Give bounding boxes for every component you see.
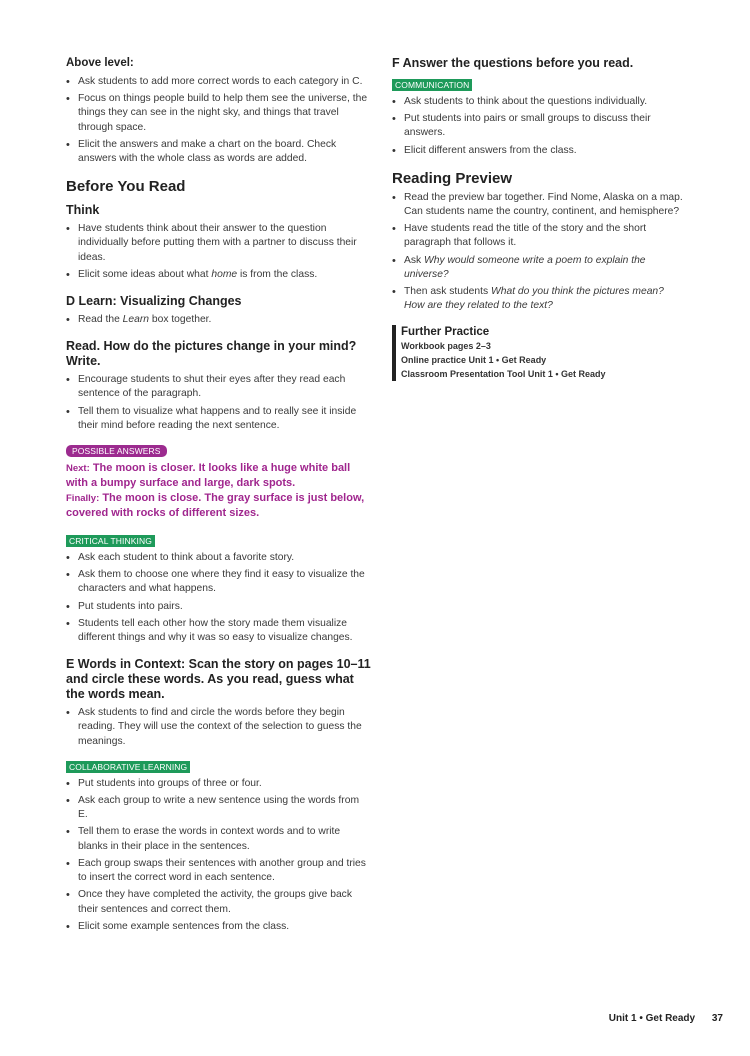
list-item: • Ask students to add more correct words to each category in C. — [66, 75, 371, 89]
answer-next: Next: The moon is closer. It looks like a huge white ball with a bumpy surface and large, dark spots. — [66, 462, 351, 490]
critical-thinking-tag: CRITICAL THINKING — [66, 535, 155, 547]
f-answer-heading: F Answer the questions before you read. — [392, 56, 634, 70]
list-item: • Elicit some ideas about what home is from the class. — [66, 268, 371, 282]
critical-thinking-list — [66, 551, 371, 645]
footer-unit: Unit 1 • Get Ready — [608, 1013, 696, 1024]
f-answer-list — [392, 95, 684, 158]
list-item: • Have students think about their answer to the question individually before putting them with a partner to discuss their ideas. — [66, 222, 371, 265]
list-item: • Elicit different answers from the class. — [392, 144, 684, 158]
e-words-heading: E Words in Context: Scan the story on pages 10–11 and circle these words. As you read, guess what the words mean. — [66, 657, 371, 702]
list-item: • Read the Learn box together. — [66, 313, 371, 327]
list-item: • Read the preview bar together. Find Nome, Alaska on a map. Can students name the country, continent, and hemisphere? — [392, 191, 684, 219]
page-footer — [609, 1013, 723, 1024]
list-item: • Each group swaps their sentences with another group and tries to insert the correct word in each sentence. — [66, 857, 371, 885]
possible-answers-tag: POSSIBLE ANSWERS — [66, 445, 167, 457]
list-item: • Ask students to think about the questions individually. — [392, 95, 684, 109]
list-item: • Students tell each other how the story made them visualize different things and why it was so easy to visualize changes. — [66, 617, 371, 645]
communication-tag: COMMUNICATION — [392, 79, 472, 91]
list-item: • Put students into pairs or small groups to discuss their answers. — [392, 112, 684, 140]
above-level-heading: Above level: — [66, 57, 134, 69]
list-item: • Ask each group to write a new sentence using the words from E. — [66, 794, 371, 822]
list-item: • Have students read the title of the story and the short paragraph that follows it. — [392, 222, 684, 250]
list-item: • Focus on things people build to help them see the universe, the things they can see in the night sky, and things that travel through space. — [66, 92, 371, 135]
think-heading: Think — [66, 203, 100, 218]
list-item: • Ask them to choose one where they find it easy to visualize the characters and what happens. — [66, 568, 371, 596]
read-pictures-list — [66, 373, 371, 433]
list-item: • Put students into groups of three or four. — [66, 777, 371, 791]
d-learn-list — [66, 313, 371, 327]
think-list — [66, 222, 371, 282]
collaborative-list — [66, 777, 371, 934]
reading-preview-heading: Reading Preview — [392, 169, 513, 187]
d-learn-heading: D Learn: Visualizing Changes — [66, 294, 242, 309]
read-pictures-heading: Read. How do the pictures change in your mind? Write. — [66, 339, 357, 369]
above-level-list — [66, 75, 371, 166]
list-item: • Put students into pairs. — [66, 600, 371, 614]
further-practice-title: Further Practice — [401, 326, 490, 339]
answer-finally: Finally: The moon is close. The gray surface is just below, covered with rocks of different sizes. — [66, 492, 365, 520]
list-item: • Elicit the answers and make a chart on the board. Check answers with the whole class as words are added. — [66, 138, 371, 166]
reading-preview-list — [392, 191, 684, 314]
left-column — [66, 56, 371, 942]
list-item: • Tell them to visualize what happens and to really see it inside their mind before reading the next sentence. — [66, 405, 371, 433]
right-column — [392, 56, 684, 381]
list-item: • Once they have completed the activity, the groups give back their sentences and correct them. — [66, 888, 371, 916]
list-item: • Elicit some example sentences from the class. — [66, 920, 371, 934]
further-practice-box — [392, 325, 684, 381]
possible-answers — [66, 461, 371, 521]
further-practice-item: Workbook pages 2–3 — [401, 341, 491, 352]
further-practice-item: Classroom Presentation Tool Unit 1 • Get Ready — [401, 369, 606, 380]
list-item: • Ask Why would someone write a poem to explain the universe? — [392, 254, 684, 282]
collaborative-learning-tag: COLLABORATIVE LEARNING — [66, 761, 190, 773]
page-number: 37 — [711, 1013, 723, 1024]
further-practice-item: Online practice Unit 1 • Get Ready — [401, 355, 547, 366]
list-item: • Ask students to find and circle the words before they begin reading. They will use the context of the selection to guess the meanings. — [66, 706, 371, 749]
list-item: • Encourage students to shut their eyes after they read each sentence of the paragraph. — [66, 373, 371, 401]
list-item: • Then ask students What do you think the pictures mean? How are they related to the text? — [392, 285, 684, 313]
list-item: • Tell them to erase the words in context words and to write blanks in their place in the sentences. — [66, 825, 371, 853]
list-item: • Ask each student to think about a favorite story. — [66, 551, 371, 565]
e-words-list — [66, 706, 371, 749]
before-you-read-heading: Before You Read — [66, 178, 186, 196]
